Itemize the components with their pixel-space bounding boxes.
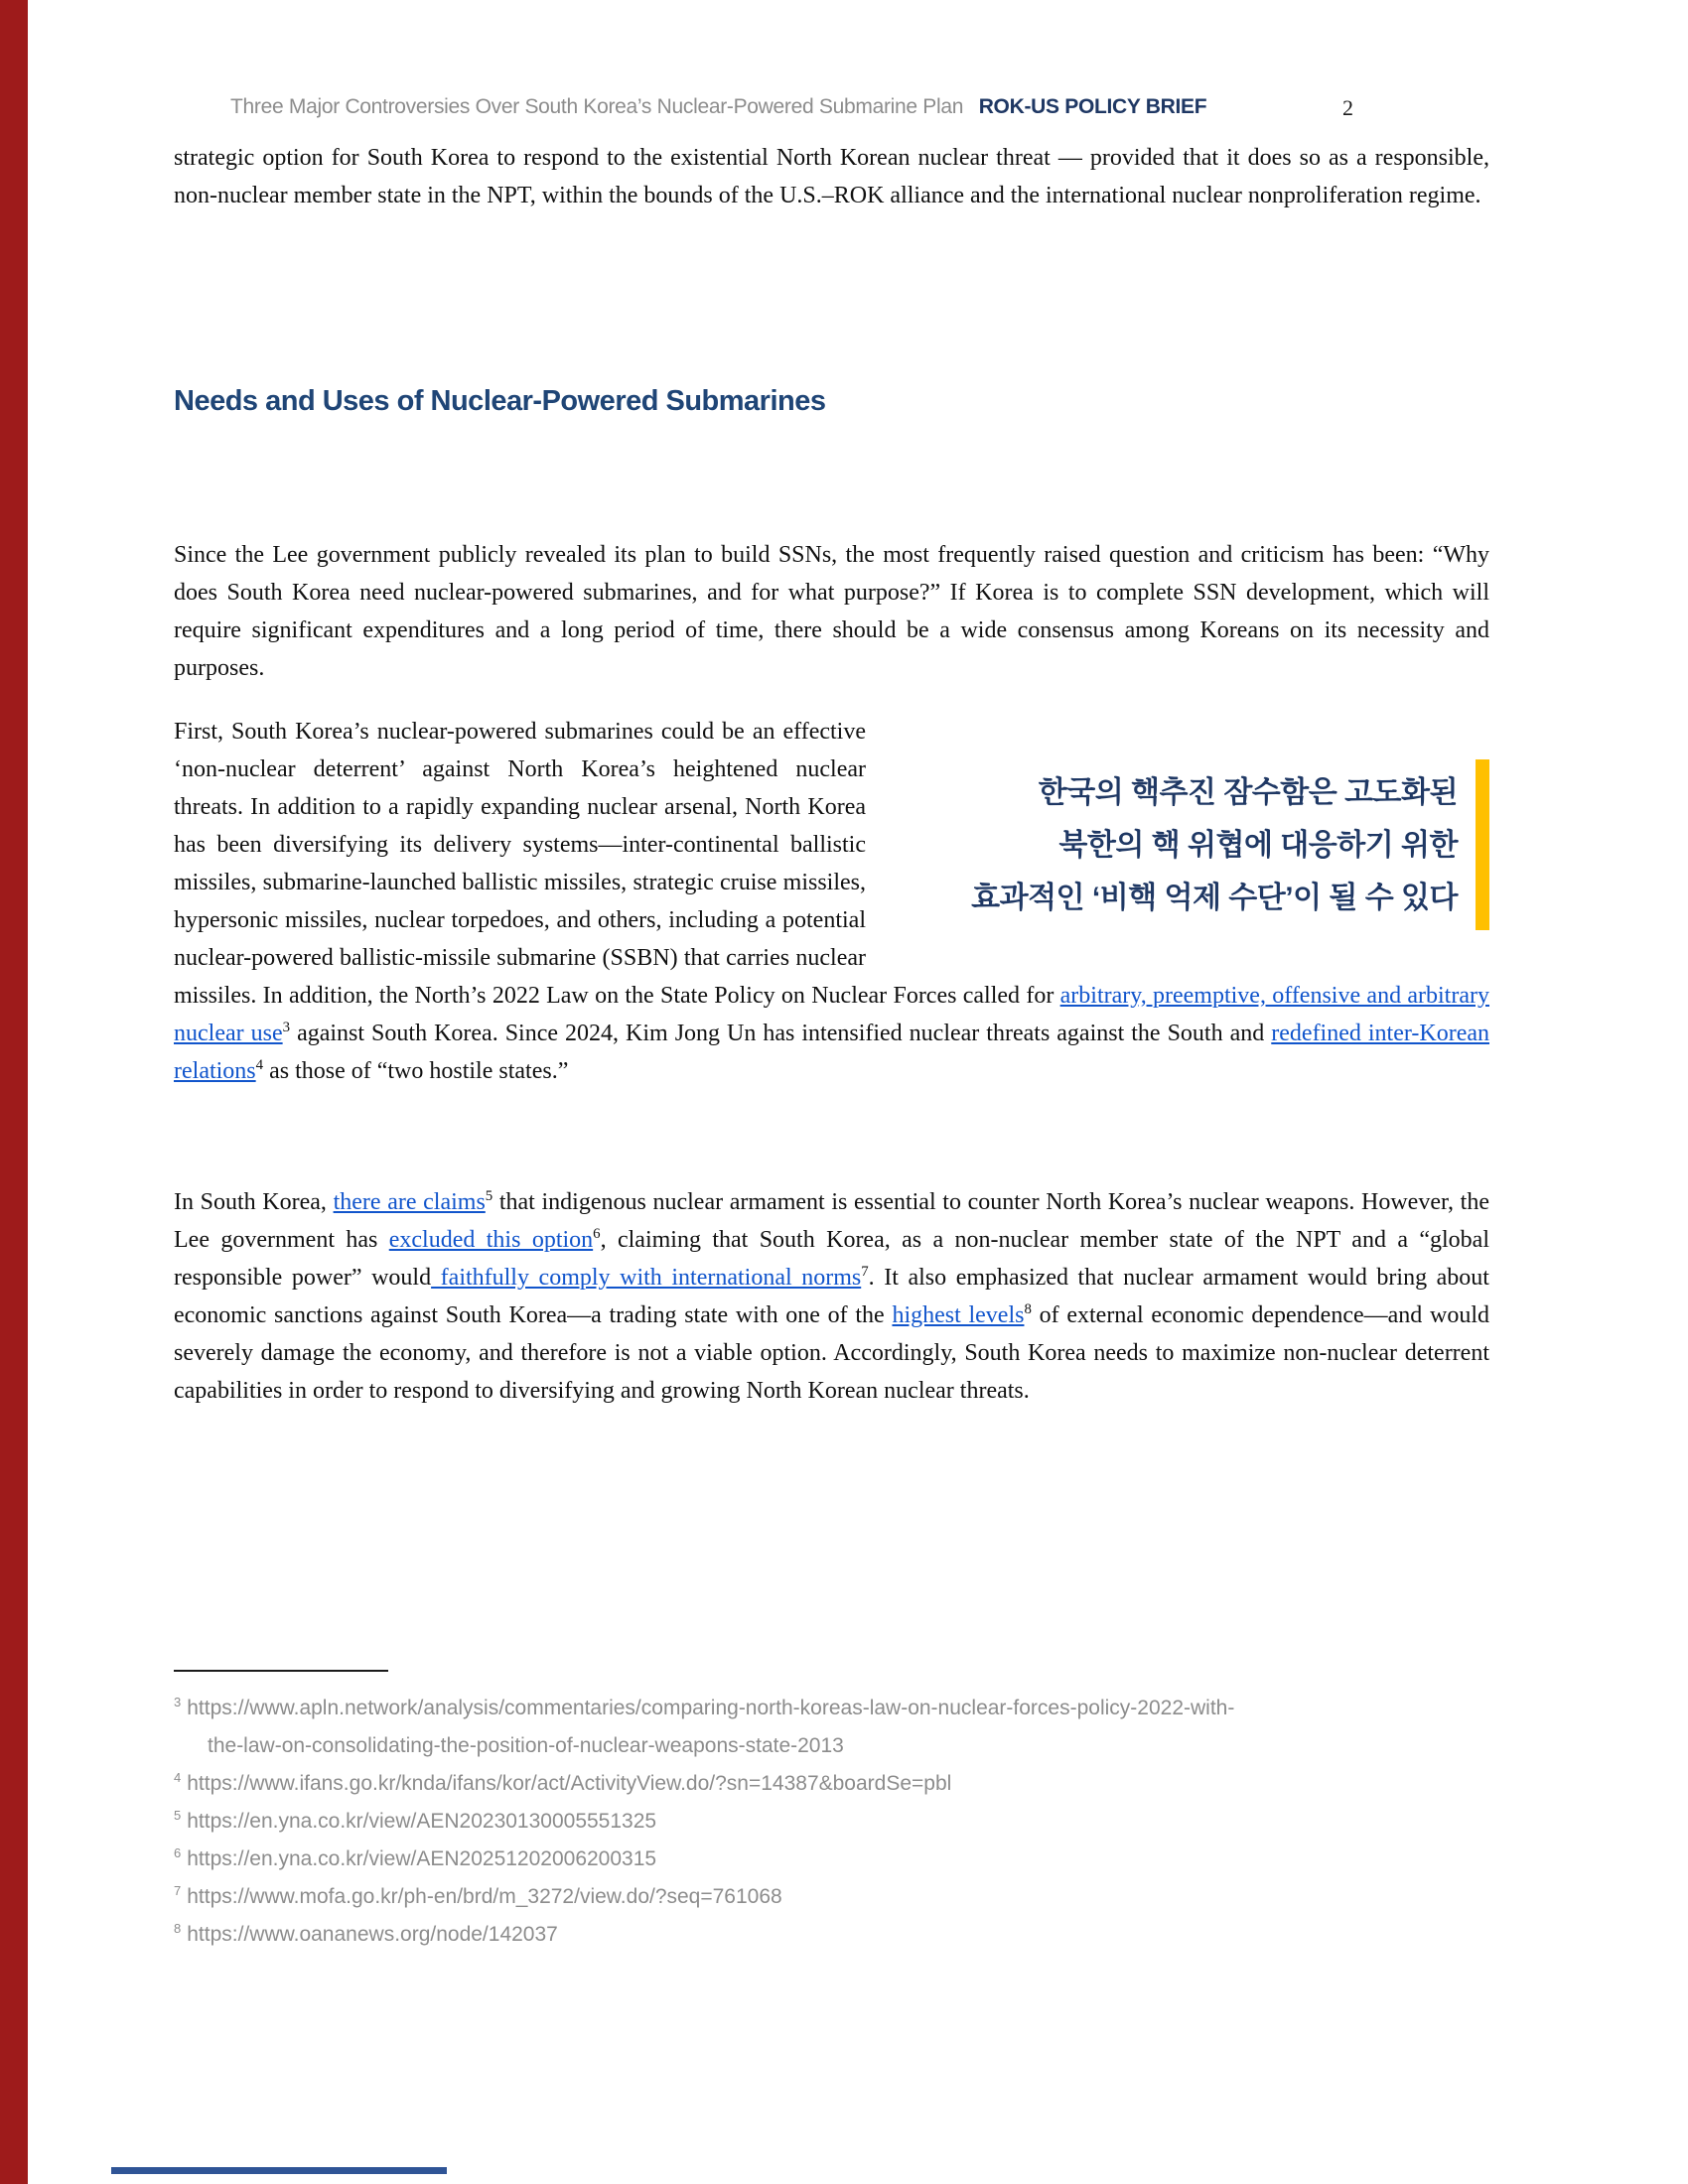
footnote-number: 5 xyxy=(174,1808,182,1823)
pull-quote-line: 북한의 핵 위협에 대응하기 위한 xyxy=(1058,828,1458,862)
footnote-item xyxy=(174,1690,1246,1765)
footnote-list xyxy=(174,1690,1246,1954)
footnote-ref: 8 xyxy=(1024,1301,1032,1317)
section-heading: Needs and Uses of Nuclear-Powered Submarines xyxy=(174,385,826,417)
pull-quote-accent-bar xyxy=(1476,759,1489,930)
left-accent-stripe xyxy=(0,0,28,2184)
inline-link[interactable]: excluded this option xyxy=(388,1227,594,1253)
footnote-url: https://www.oananews.org/node/142037 xyxy=(187,1923,558,1946)
footnotes-section xyxy=(174,1670,1489,1954)
footnote-item xyxy=(174,1878,1246,1916)
text-run: First, South Korea’s nuclear-powered submarines could be an effective ‘non-nuclear deterrent’ against North Korea’s heightened nuclear threats. In addition to a rapidly expanding nuclear arsenal, North Korea has been diversifying its delivery systems—inter-continental ballistic missiles, submarine-launched ballistic missiles, strategic cruise missiles, hypersonic missiles, nuclear torpedoes, and others, including a potential nuclear-powered ballistic-missile submarine (SSBN) that carries nuclear missiles. In addition, the North’s 2022 Law on the State Policy on Nuclear Forces called for xyxy=(174,719,1060,1009)
footnote-url: https://en.yna.co.kr/view/AEN20230130005551325 xyxy=(187,1810,657,1833)
text-run: as those of “two hostile states.” xyxy=(263,1058,569,1084)
footnote-url: https://www.apln.network/analysis/commentaries/comparing-north-koreas-law-on-nuclear-forces-policy-2022-with-the-law-on-consolidating-the-position-of-nuclear-weapons-state-2013 xyxy=(187,1697,1235,1757)
footnote-url: https://en.yna.co.kr/view/AEN20251202006200315 xyxy=(187,1847,657,1870)
text-run: , claiming that South Korea, as a non-nuclear member state of the NPT and a “global responsible power” would xyxy=(174,1227,1489,1291)
footnote-item xyxy=(174,1803,1246,1841)
pull-quote-line: 한국의 핵추진 잠수함은 고도화된 xyxy=(1038,775,1458,809)
text-run: of external economic dependence—and would severely damage the economy, and therefore is not a viable option. Accordingly, South Korea needs to maximize non-nuclear deterrent capabilities in order to respond to diversifying and growing North Korean nuclear threats. xyxy=(174,1302,1490,1404)
footnote-ref: 3 xyxy=(282,1020,291,1035)
footnote-number: 4 xyxy=(174,1770,182,1785)
paragraph-deterrent xyxy=(174,713,1489,1090)
footnote-item xyxy=(174,1765,1246,1803)
intro-paragraph: strategic option for South Korea to respond to the existential North Korean nuclear threat — provided that it does so as a responsible, non-nuclear member state in the NPT, within the bounds of the U.S.–ROK alliance and the international nuclear nonproliferation regime. xyxy=(174,145,1489,208)
inline-link[interactable]: redefined inter-Korean relations xyxy=(174,1021,1489,1084)
text-run: In South Korea, xyxy=(174,1189,334,1215)
inline-link[interactable]: faithfully comply with international norms xyxy=(431,1265,862,1291)
inline-link[interactable]: arbitrary, preemptive, offensive and arbitrary nuclear use xyxy=(174,983,1489,1046)
footnote-ref: 5 xyxy=(485,1188,493,1204)
footnote-number: 7 xyxy=(174,1883,182,1898)
footnote-number: 3 xyxy=(174,1695,182,1709)
brand-label: ROK-US POLICY BRIEF xyxy=(978,95,1207,118)
text-run: against South Korea. Since 2024, Kim Jong Un has intensified nuclear threats against the South and xyxy=(290,1021,1272,1046)
text-run: that indigenous nuclear armament is essential to counter North Korea’s nuclear weapons. However, the Lee government has xyxy=(174,1189,1489,1253)
pull-quote xyxy=(890,713,1489,977)
pull-quote-text xyxy=(971,766,1458,924)
text-run: . It also emphasized that nuclear armament would bring about economic sanctions against South Korea—a trading state with one of the xyxy=(174,1265,1489,1328)
pull-quote-line: 효과적인 ‘비핵 억제 수단’이 될 수 있다 xyxy=(971,881,1458,914)
footnote-url: https://www.mofa.go.kr/ph-en/brd/m_3272/view.do/?seq=761068 xyxy=(187,1885,782,1908)
paragraph-claims xyxy=(174,1183,1489,1410)
inline-link[interactable]: there are claims xyxy=(333,1189,486,1215)
inline-link[interactable]: highest levels xyxy=(892,1302,1025,1328)
footnote-url: https://www.ifans.go.kr/knda/ifans/kor/act/ActivityView.do/?sn=14387&boardSe=pbl xyxy=(187,1772,952,1795)
footnote-number: 8 xyxy=(174,1921,182,1936)
page-number: 2 xyxy=(1342,95,1353,120)
footnote-number: 6 xyxy=(174,1845,182,1860)
footnote-separator xyxy=(174,1670,388,1672)
footnote-ref: 7 xyxy=(861,1264,869,1280)
footnote-ref: 4 xyxy=(255,1057,264,1073)
footnote-item xyxy=(174,1916,1246,1954)
running-title: Three Major Controversies Over South Korea’s Nuclear-Powered Submarine Plan xyxy=(230,95,964,118)
paragraph-need: Since the Lee government publicly revealed its plan to build SSNs, the most frequently raised question and criticism has been: “Why does South Korea need nuclear-powered submarines, and for what purpose?” If Korea is to complete SSN development, which will require significant expenditures and a long period of time, there should be a wide consensus among Koreans on its necessity and purposes. xyxy=(174,542,1489,681)
footnote-ref: 6 xyxy=(593,1226,601,1242)
footnote-item xyxy=(174,1841,1246,1878)
footer-accent-bar xyxy=(111,2167,447,2174)
page-header xyxy=(230,95,1206,119)
